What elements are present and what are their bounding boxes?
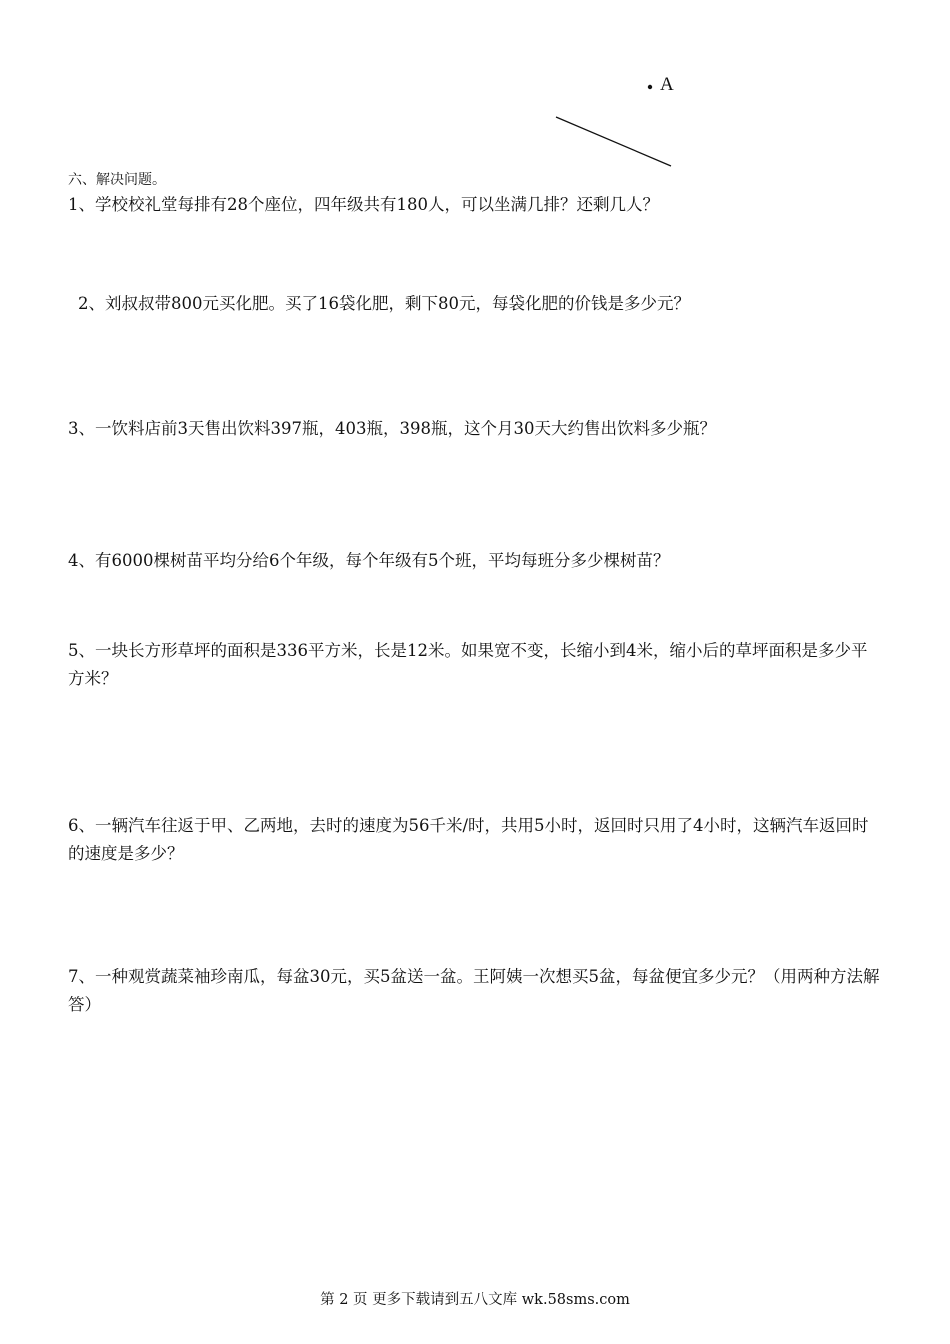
point-a-label: A <box>660 74 674 95</box>
question-3: 3、一饮料店前3天售出饮料397瓶，403瓶，398瓶，这个月30天大约售出饮料多少瓶？ <box>68 419 716 438</box>
page-footer: 第 2 页 更多下载请到五八文库 wk.58sms.com <box>320 1292 630 1308</box>
question-2: 2、刘叔叔带800元买化肥。买了16袋化肥，剩下80元，每袋化肥的价钱是多少元？ <box>78 294 690 313</box>
section-title: 六、解决问题。 <box>68 172 166 188</box>
question-6: 6、一辆汽车往返于甲、乙两地，去时的速度为56千米/时，共用5小时，返回时只用了4小时，这辆汽车返回时的速度是多少？ <box>68 816 869 863</box>
question-4: 4、有6000棵树苗平均分给6个年级，每个年级有5个班，平均每班分多少棵树苗？ <box>68 551 670 570</box>
question-5: 5、一块长方形草坪的面积是336平方米，长是12米。如果宽不变，长缩小到4米，缩小后的草坪面积是多少平方米？ <box>68 641 868 688</box>
point-a-dot <box>648 85 652 89</box>
geometry-figure <box>0 0 950 200</box>
question-1: 1、学校校礼堂每排有28个座位，四年级共有180人，可以坐满几排？还剩几人？ <box>68 195 659 214</box>
question-7: 7、一种观赏蔬菜袖珍南瓜，每盆30元，买5盆送一盆。王阿姨一次想买5盆，每盆便宜多少元？（用两种方法解答） <box>68 967 880 1014</box>
line-segment <box>556 117 671 166</box>
